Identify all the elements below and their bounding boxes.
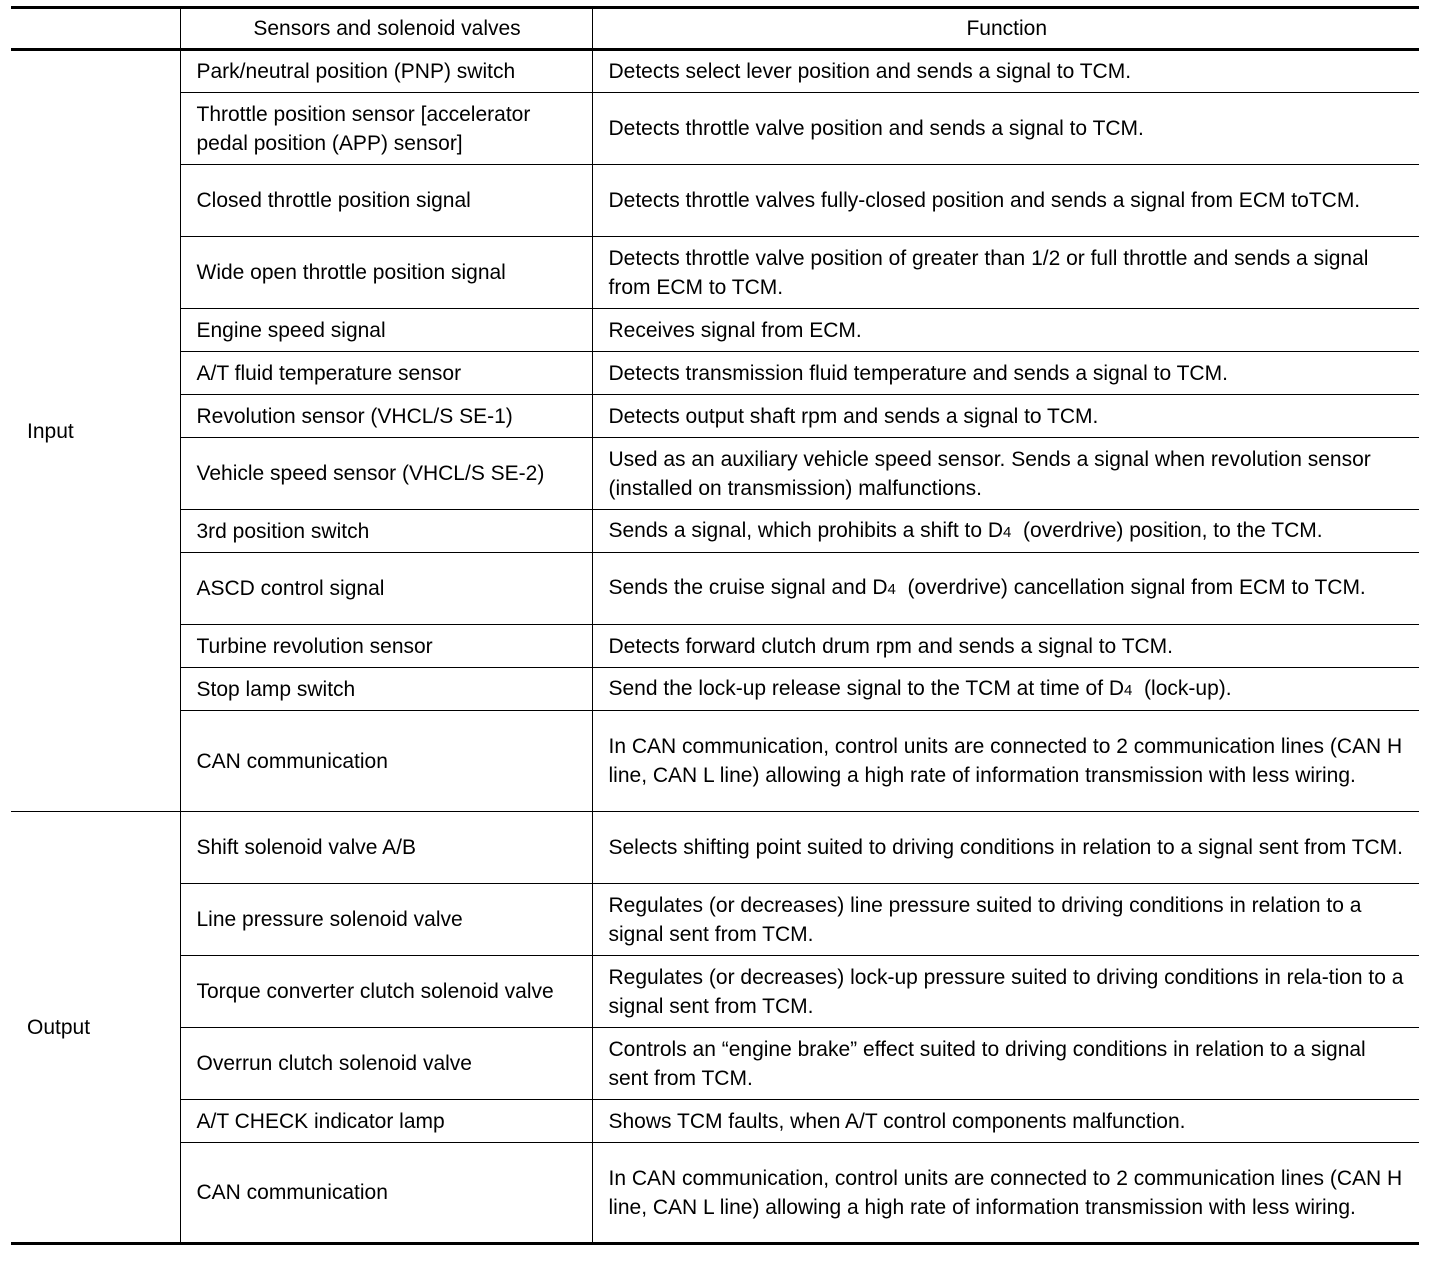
function-text: Sends a signal, which prohibits a shift to D <box>608 518 1004 542</box>
table-row <box>11 93 1419 165</box>
row-item: Line pressure solenoid valve <box>180 884 592 956</box>
function-text: Sends the cruise signal and D <box>608 576 888 599</box>
table-row <box>11 165 1419 237</box>
table-row <box>11 438 1419 510</box>
group-output: Output <box>11 812 180 1244</box>
table-header-row <box>11 8 1419 50</box>
row-function: Detects select lever position and sends a signal to TCM. <box>592 50 1419 93</box>
table-row <box>11 352 1419 395</box>
table-row <box>11 510 1419 553</box>
subscript-4: 4 <box>1124 681 1133 699</box>
row-function: Regulates (or decreases) line pressure suited to driving conditions in relation to a signal sent from TCM. <box>592 884 1419 956</box>
sensors-table <box>11 6 1419 1245</box>
header-function: Function <box>592 8 1419 50</box>
row-function: Detects forward clutch drum rpm and sends a signal to TCM. <box>592 625 1419 668</box>
row-function: Detects throttle valve position and sends a signal to TCM. <box>592 93 1419 165</box>
row-function: In CAN communication, control units are connected to 2 communication lines (CAN H line, CAN L line) allowing a high rate of information transmission with less wiring. <box>592 1143 1419 1244</box>
function-text: (overdrive) cancellation signal from ECM to TCM. <box>895 576 1366 599</box>
table-row <box>11 1100 1419 1143</box>
function-text: Send the lock-up release signal to the TCM at time of D <box>608 676 1125 700</box>
table-row <box>11 1143 1419 1244</box>
header-group <box>11 8 180 50</box>
row-item: Closed throttle position signal <box>180 165 592 237</box>
row-function: Detects throttle valves fully-closed position and sends a signal from ECM toTCM. <box>592 165 1419 237</box>
table-row <box>11 395 1419 438</box>
row-function: Receives signal from ECM. <box>592 309 1419 352</box>
row-function <box>592 510 1419 553</box>
row-item: Turbine revolution sensor <box>180 625 592 668</box>
table-row <box>11 50 1419 93</box>
row-item: Torque converter clutch solenoid valve <box>180 956 592 1028</box>
header-sensors: Sensors and solenoid valves <box>180 8 592 50</box>
row-function <box>592 668 1419 711</box>
table-row <box>11 237 1419 309</box>
row-item: ASCD control signal <box>180 553 592 625</box>
row-function: Shows TCM faults, when A/T control components malfunction. <box>592 1100 1419 1143</box>
row-item: Vehicle speed sensor (VHCL/S SE-2) <box>180 438 592 510</box>
row-function: Used as an auxiliary vehicle speed sensor. Sends a signal when revolution sensor (installed on transmission) malfunctions. <box>592 438 1419 510</box>
row-item: Shift solenoid valve A/B <box>180 812 592 884</box>
table-row <box>11 625 1419 668</box>
row-item: A/T CHECK indicator lamp <box>180 1100 592 1143</box>
row-item: Throttle position sensor [accelerator pedal position (APP) sensor] <box>180 93 592 165</box>
row-item: Park/neutral position (PNP) switch <box>180 50 592 93</box>
component-function-table <box>11 6 1419 1245</box>
row-function: Controls an “engine brake” effect suited to driving conditions in relation to a signal sent from TCM. <box>592 1028 1419 1100</box>
row-function: Regulates (or decreases) lock-up pressure suited to driving conditions in rela-tion to a signal sent from TCM. <box>592 956 1419 1028</box>
row-item: A/T fluid temperature sensor <box>180 352 592 395</box>
row-item: 3rd position switch <box>180 510 592 553</box>
function-text: (lock-up). <box>1132 676 1232 700</box>
table-row <box>11 309 1419 352</box>
row-item: CAN communication <box>180 1143 592 1244</box>
table-row <box>11 956 1419 1028</box>
table-row <box>11 884 1419 956</box>
table-row <box>11 711 1419 812</box>
row-function: Detects throttle valve position of greater than 1/2 or full throttle and sends a signal from ECM to TCM. <box>592 237 1419 309</box>
table-row <box>11 1028 1419 1100</box>
row-function: Detects output shaft rpm and sends a signal to TCM. <box>592 395 1419 438</box>
row-item: Revolution sensor (VHCL/S SE-1) <box>180 395 592 438</box>
row-item: Overrun clutch solenoid valve <box>180 1028 592 1100</box>
row-item: Engine speed signal <box>180 309 592 352</box>
function-text: (overdrive) position, to the TCM. <box>1011 518 1323 542</box>
row-item: Wide open throttle position signal <box>180 237 592 309</box>
table-row <box>11 553 1419 625</box>
group-input: Input <box>11 50 180 812</box>
row-function: Detects transmission fluid temperature and sends a signal to TCM. <box>592 352 1419 395</box>
row-function: In CAN communication, control units are connected to 2 communication lines (CAN H line, CAN L line) allowing a high rate of information transmission with less wiring. <box>592 711 1419 812</box>
row-item: Stop lamp switch <box>180 668 592 711</box>
subscript-4: 4 <box>887 581 896 598</box>
row-function: Selects shifting point suited to driving conditions in relation to a signal sent from TCM. <box>592 812 1419 884</box>
row-function <box>592 553 1419 625</box>
table-row <box>11 812 1419 884</box>
subscript-4: 4 <box>1003 523 1012 541</box>
table-row <box>11 668 1419 711</box>
row-item: CAN communication <box>180 711 592 812</box>
